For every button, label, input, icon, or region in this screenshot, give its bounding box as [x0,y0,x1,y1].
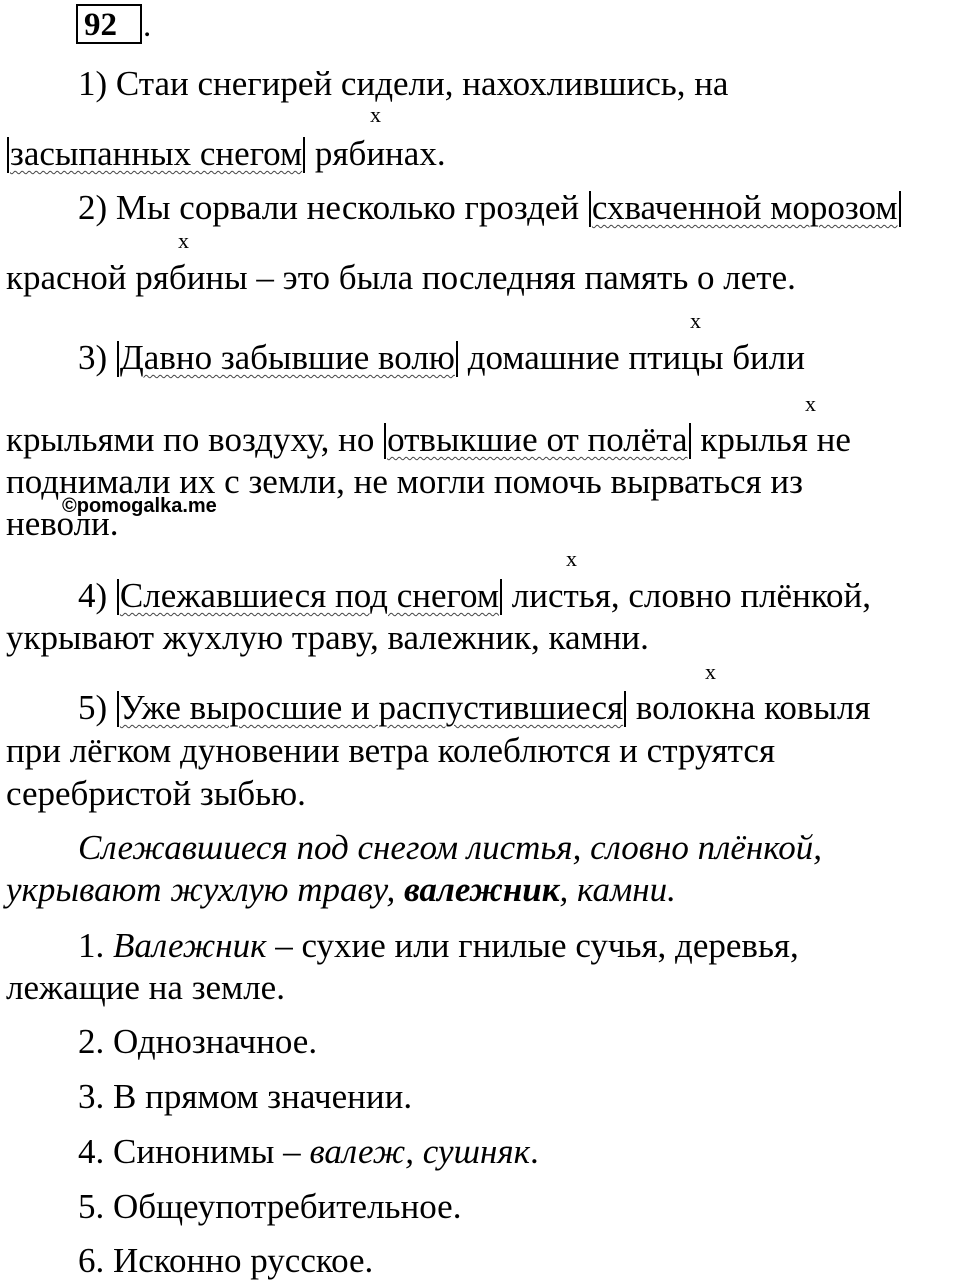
participle-boundary [117,691,119,727]
sentence-text: 3) [78,338,108,377]
participle-boundary [500,579,502,615]
exercise-number-dot: . [143,8,152,44]
answer-term: Валежник [113,926,267,965]
sentence-2-line-1 [78,190,902,227]
participle-boundary [689,423,691,459]
participle-boundary [589,191,591,227]
sentence-2-line-2: красной рябины – это была последняя память о лете. [6,258,796,297]
analysis-sentence-line-2 [6,872,676,907]
sentence-text: укрывают жухлую траву, [6,870,396,909]
x-marker: x [805,391,816,416]
answer-text: – сухие или гнилые сучья, деревья, [266,926,799,965]
participle-boundary [384,423,386,459]
participle-boundary [456,341,458,377]
sentence-1-line-2 [6,136,446,173]
answer-5: 5. Общеупотребительное. [78,1187,462,1226]
participle-boundary [303,137,305,173]
x-marker: x [370,102,381,127]
sentence-1-line-1: 1) Стаи снегирей сидели, нахохлившись, на [78,64,729,103]
answer-2: 2. Однозначное. [78,1022,318,1061]
analysis-sentence-line-1: Слежавшиеся под снегом листья, словно плёнкой, [78,828,823,867]
participle-boundary [7,137,9,173]
sentence-text: крылья не [700,420,851,459]
answer-1-line-2: лежащие на земле. [6,968,285,1007]
participial-phrase: Уже выросшие и распустившиеся [119,688,624,727]
sentence-3-line-3: поднимали их с земли, не могли помочь вырваться из [6,462,803,501]
sentence-3-line-1 [78,340,805,377]
sentence-text: 2) Мы сорвали несколько гроздей [78,188,580,227]
participial-phrase: схваченной морозом [591,188,898,227]
participle-boundary [899,191,901,227]
sentence-5-line-1 [78,690,871,727]
exercise-number: 92 [76,4,142,44]
sentence-4-line-1 [78,578,871,615]
answer-3: 3. В прямом значении. [78,1077,413,1116]
sentence-text: рябинах. [314,134,446,173]
analyzed-word: валежник [403,870,560,909]
participle-boundary [117,579,119,615]
sentence-3-line-4: неволи. [6,504,119,543]
x-marker: x [705,659,716,684]
participle-boundary [117,341,119,377]
sentence-text: 4) [78,576,108,615]
participle-boundary [624,691,626,727]
x-marker: x [566,546,577,571]
watermark: ©pomogalka.me [62,495,217,517]
sentence-5-line-2: при лёгком дуновении ветра колеблются и струятся [6,731,776,770]
participial-phrase: засыпанных снегом [10,134,303,173]
participial-phrase: Давно забывшие волю [119,338,455,377]
sentence-3-line-2 [6,422,851,459]
sentence-text: домашние птицы били [467,338,805,377]
participial-phrase: Слежавшиеся под снегом [119,576,500,615]
sentence-text: 5) [78,688,108,727]
sentence-text: волокна ковыля [635,688,871,727]
answer-text: 4. Синонимы – [78,1132,310,1171]
sentence-4-line-2: укрывают жухлую траву, валежник, камни. [6,618,649,657]
x-marker: x [690,308,701,333]
answer-number: 1. [78,926,105,965]
answer-6: 6. Исконно русское. [78,1241,374,1280]
sentence-5-line-3: серебристой зыбью. [6,774,306,813]
answer-text: . [530,1132,539,1171]
x-marker: x [178,228,189,253]
answer-1-line-1 [78,928,799,963]
sentence-text: , камни. [559,870,676,909]
answer-4 [78,1134,539,1169]
answer-synonyms: валеж, сушняк [309,1132,530,1171]
sentence-text: листья, словно плёнкой, [511,576,872,615]
sentence-text: крыльями по воздуху, но [6,420,375,459]
participial-phrase: отвыкшие от полёта [387,420,688,459]
